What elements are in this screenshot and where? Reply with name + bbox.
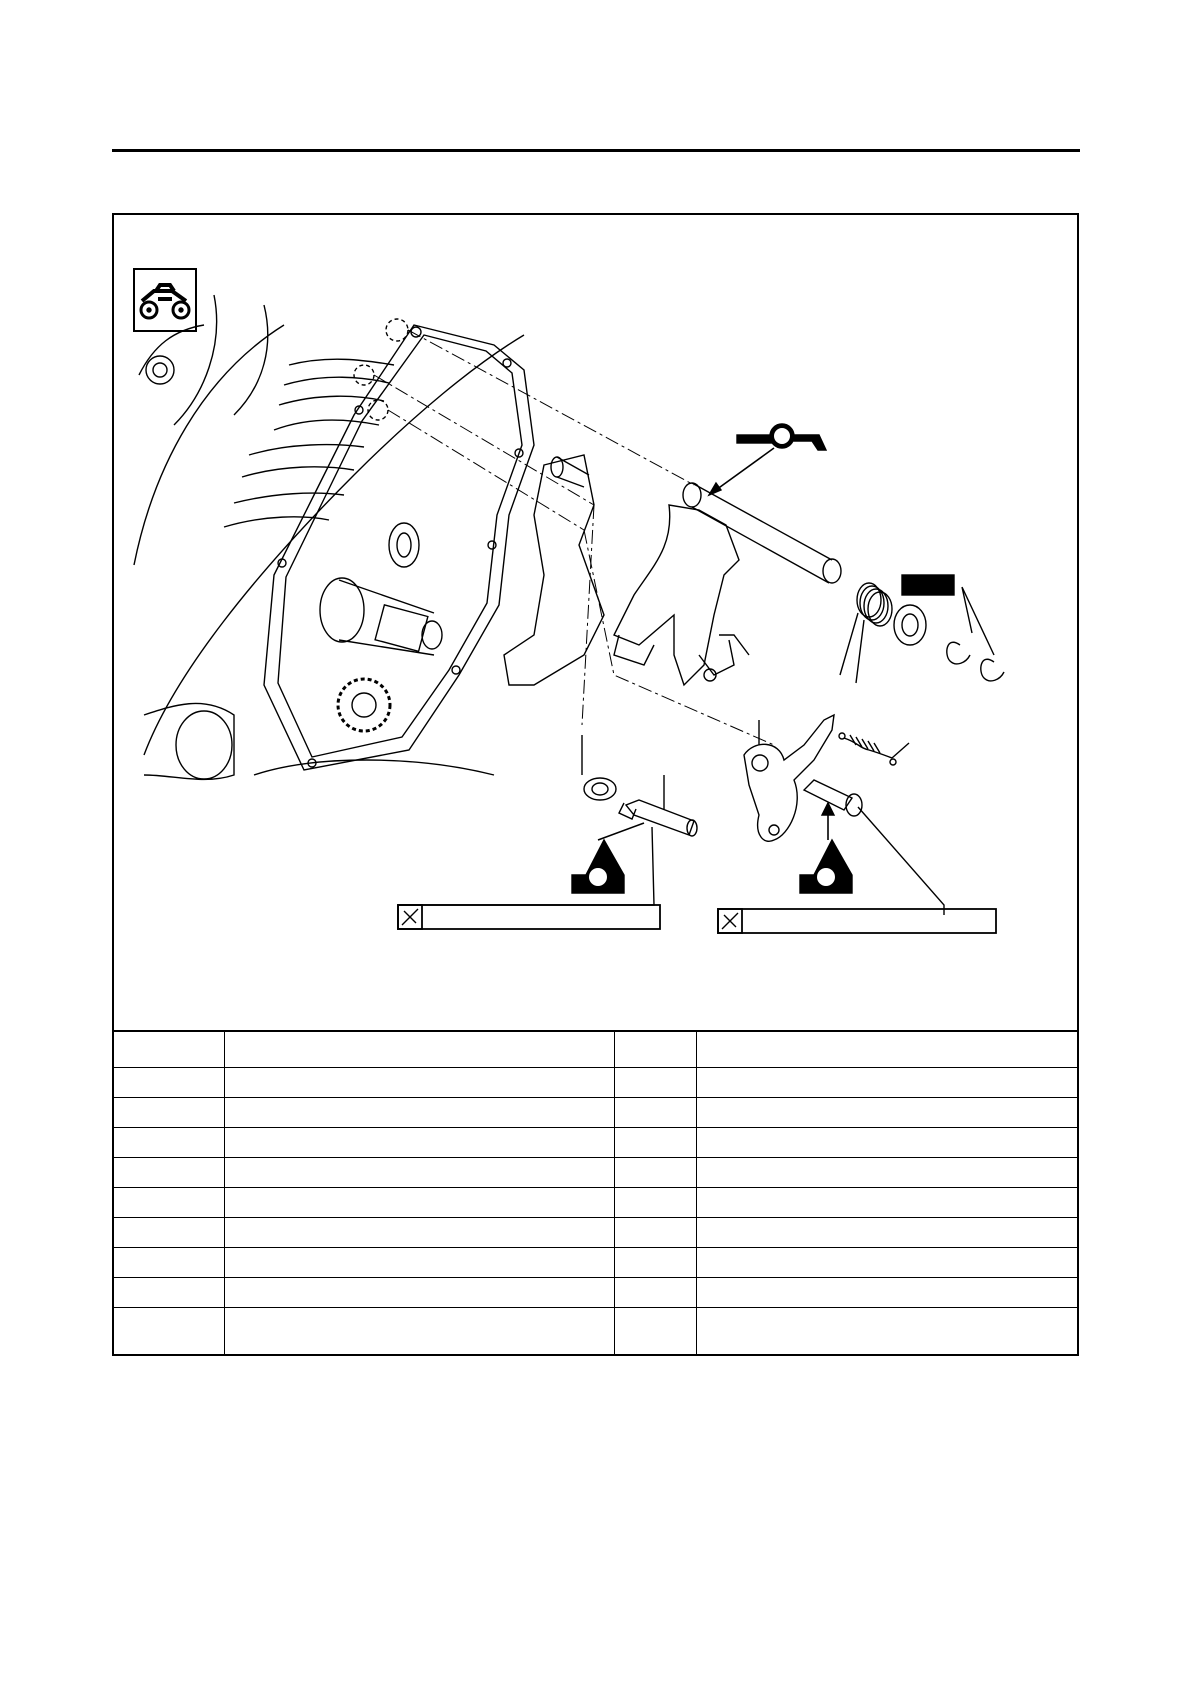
table-cell (614, 1158, 696, 1188)
table-cell (114, 1248, 224, 1278)
collar-washer (582, 735, 616, 800)
table-cell (696, 1068, 1077, 1098)
table-cell (614, 1248, 696, 1278)
table-cell (114, 1188, 224, 1218)
table-row (114, 1218, 1077, 1248)
table-cell (224, 1098, 614, 1128)
table-row (114, 1098, 1077, 1128)
table-row (114, 1068, 1077, 1098)
table-cell (224, 1218, 614, 1248)
table-cell (614, 1128, 696, 1158)
table-cell (614, 1308, 696, 1356)
table-cell (114, 1308, 224, 1356)
table-cell (614, 1098, 696, 1128)
table-cell (224, 1308, 614, 1356)
table-cell (696, 1218, 1077, 1248)
header-cell (114, 1031, 224, 1068)
torsion-spring (840, 583, 892, 683)
table-cell (696, 1188, 1077, 1218)
table-cell (224, 1248, 614, 1278)
table-cell (614, 1218, 696, 1248)
table-cell (696, 1158, 1077, 1188)
torque-box-right (718, 909, 996, 933)
grease-gun-icon (709, 424, 826, 495)
return-spring (839, 733, 909, 765)
table-cell (224, 1128, 614, 1158)
washer-and-circlips (894, 587, 1004, 681)
table-header-row (114, 1031, 1077, 1068)
stopper-bolt (804, 780, 944, 915)
table-cell (696, 1128, 1077, 1158)
table-cell (696, 1248, 1077, 1278)
leader-lines (374, 330, 774, 745)
header-cell (614, 1031, 696, 1068)
table-row (114, 1128, 1077, 1158)
table-row (114, 1158, 1077, 1188)
stud-bolt (398, 775, 697, 905)
table-cell (224, 1068, 614, 1098)
crankcase (134, 295, 534, 779)
table-cell (614, 1278, 696, 1308)
torque-box-left (398, 905, 660, 929)
table-cell (114, 1218, 224, 1248)
table-row (114, 1278, 1077, 1308)
table-cell (114, 1158, 224, 1188)
motorcycle-icon (134, 269, 196, 331)
stopper-lever (744, 715, 834, 841)
torque-wrench-icon (722, 913, 738, 929)
exploded-view-frame (112, 213, 1079, 1356)
guide-plate (504, 455, 604, 685)
table-row (114, 1188, 1077, 1218)
shift-shaft (614, 483, 841, 685)
table-cell (224, 1278, 614, 1308)
table-cell (696, 1098, 1077, 1128)
table-cell (114, 1128, 224, 1158)
table-cell (114, 1068, 224, 1098)
header-cell (696, 1031, 1077, 1068)
table-cell (224, 1158, 614, 1188)
threadlock-icon (572, 803, 852, 893)
table-cell (614, 1188, 696, 1218)
table-cell (696, 1308, 1077, 1356)
table-cell (114, 1278, 224, 1308)
table-cell (614, 1068, 696, 1098)
table-cell (114, 1098, 224, 1128)
table-cell (224, 1188, 614, 1218)
table-row (114, 1248, 1077, 1278)
parts-table (114, 1030, 1077, 1355)
exploded-diagram (114, 215, 1077, 1030)
torque-wrench-icon (402, 909, 418, 925)
table-cell (696, 1278, 1077, 1308)
table-row (114, 1308, 1077, 1356)
header-cell (224, 1031, 614, 1068)
new-part-badge (902, 575, 954, 595)
header-rule (112, 149, 1080, 152)
